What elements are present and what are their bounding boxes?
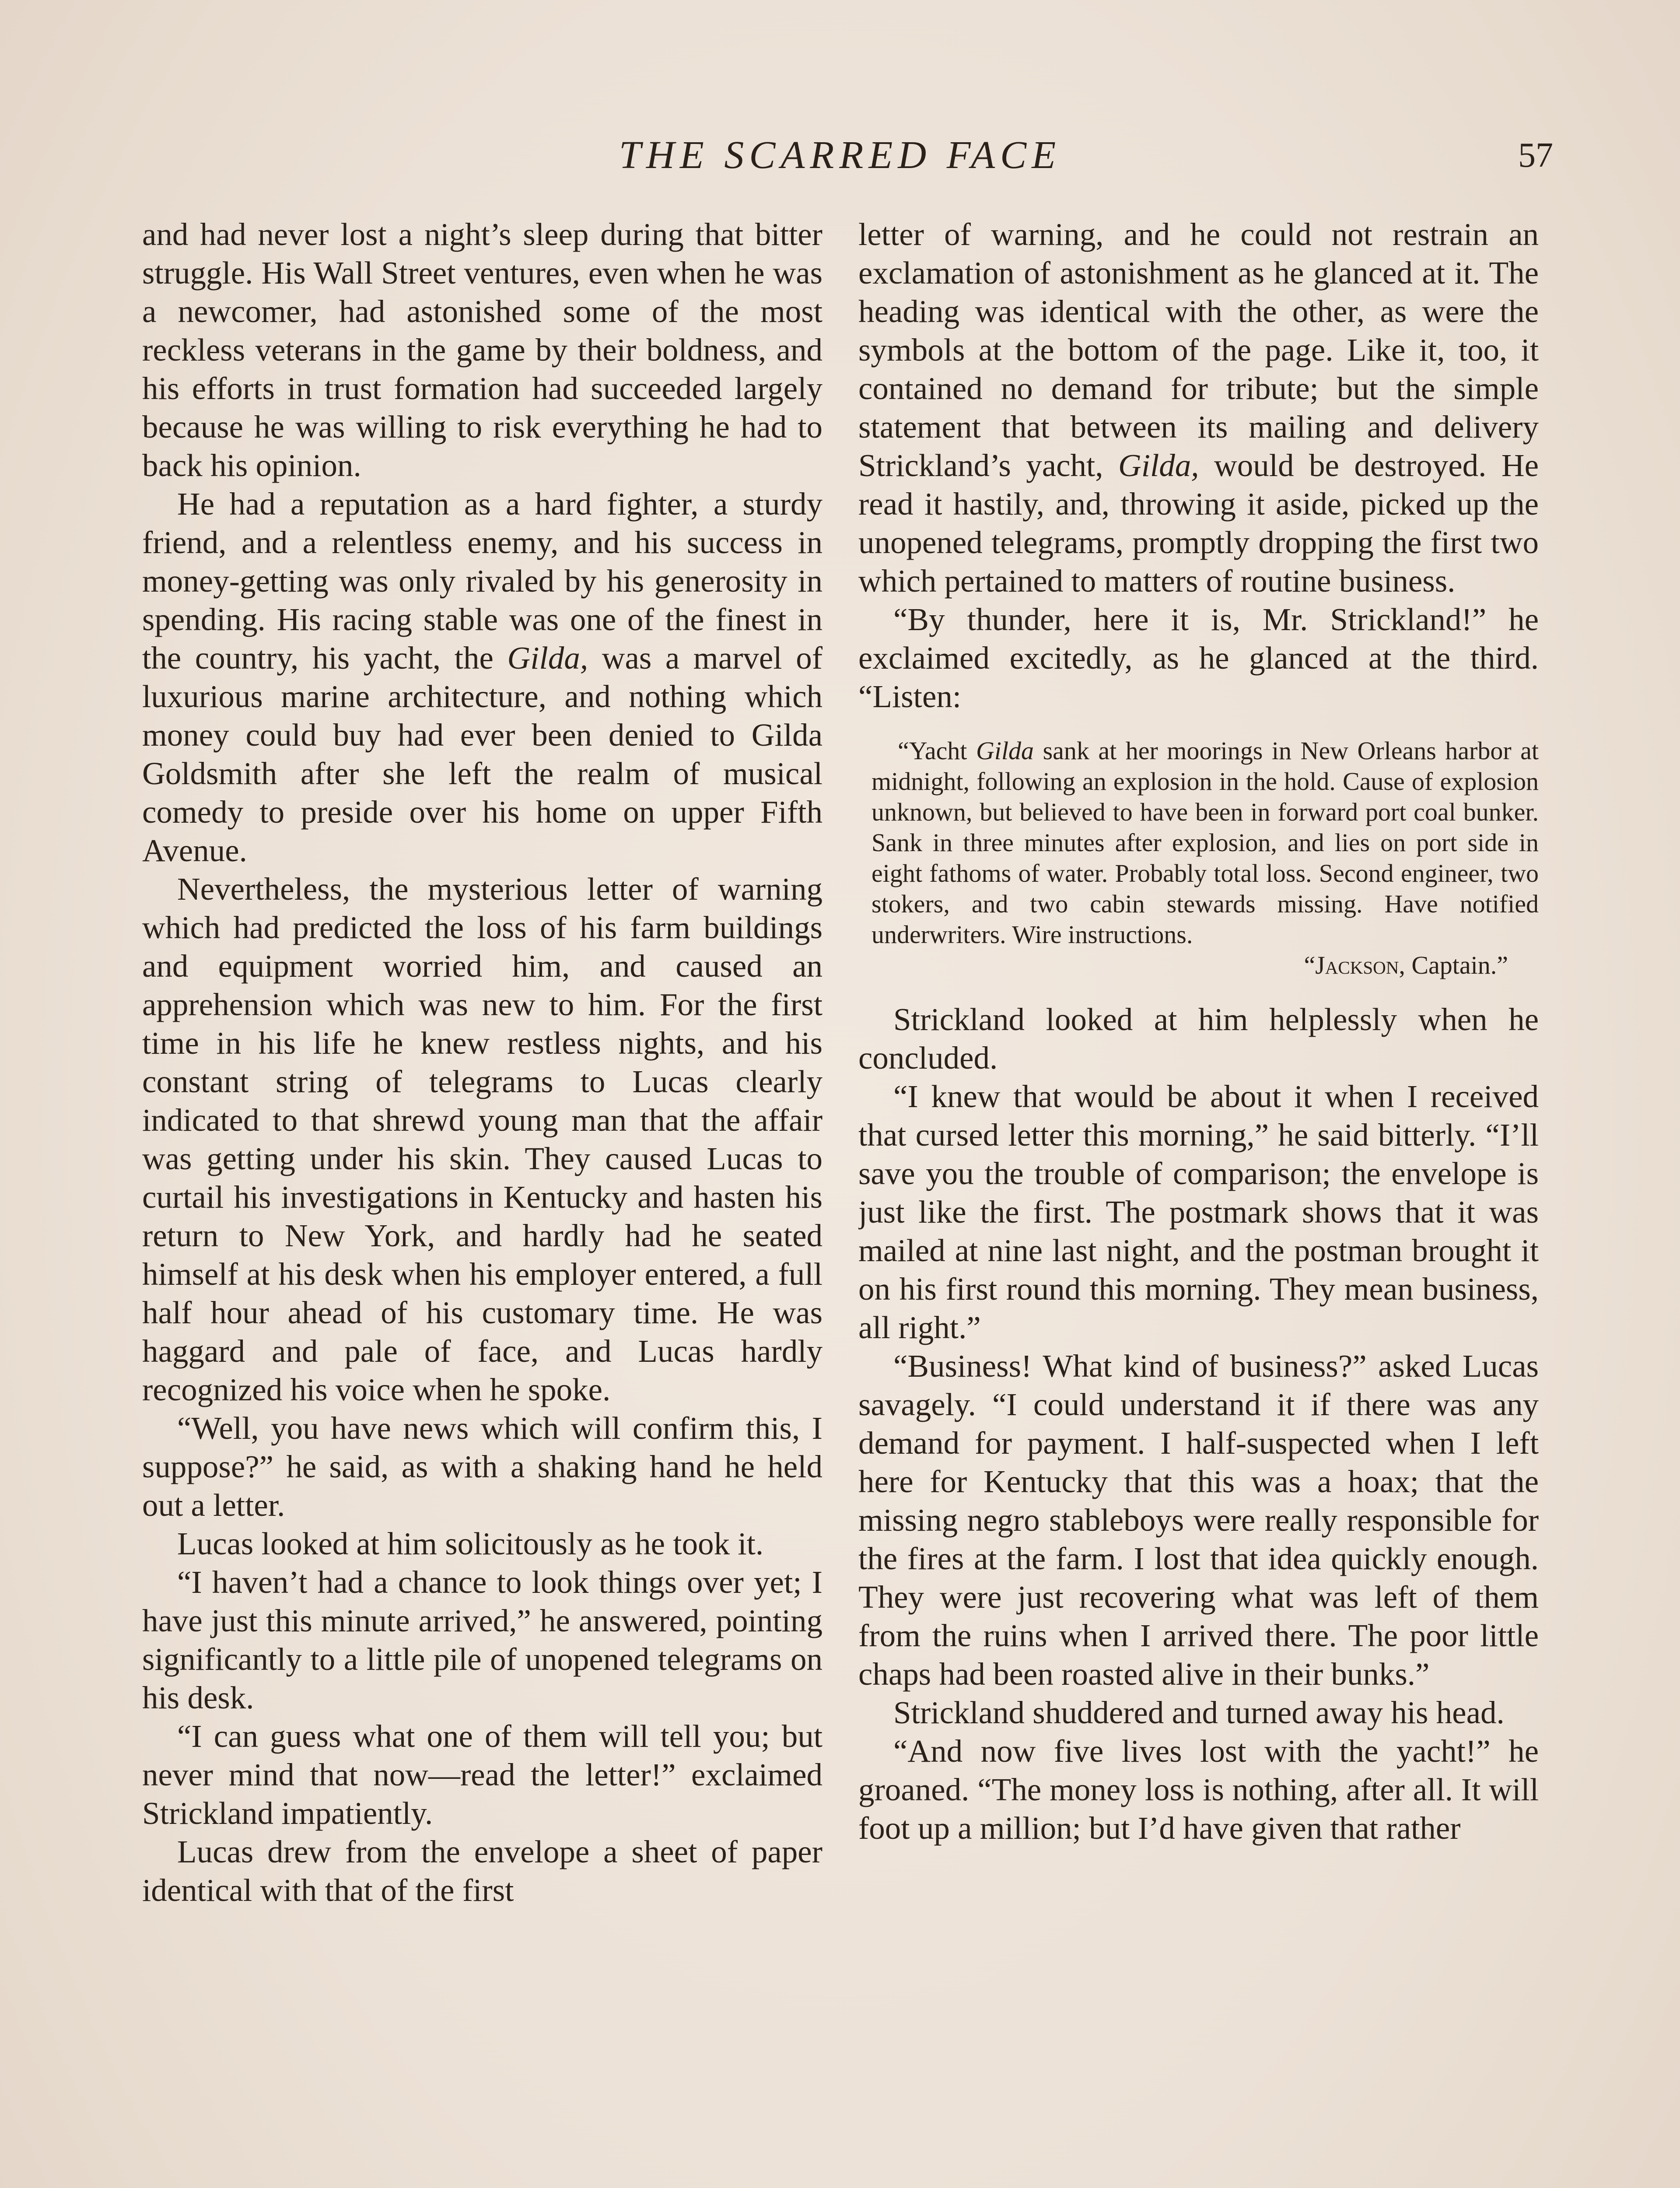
signature-title: , Captain.” [1399, 951, 1508, 979]
paragraph: “I haven’t had a chance to look things over yet; I have just this minute arrived,” he answered, pointing significantly to a little pile of unopened telegrams on his desk. [142, 1564, 822, 1715]
telegram-signature [872, 950, 1539, 981]
paragraph-text: He had a reputation as a hard fighter, a sturdy friend, and a relentless enemy, and his success in money-getting was only rivaled by his generosity in spending. His racing stable was one of the finest in the country, his yacht, the [142, 486, 822, 676]
right-column [858, 215, 1539, 2188]
paragraph: Nevertheless, the mysterious letter of warning which had predicted the loss of his farm buildings and equipment worried him, and caused an apprehension which was new to him. For the first time in his life he knew restless nights, and his constant string of telegrams to Lucas clearly indicated to that shrewd young man that the affair was getting under his skin. They caused Lucas to curtail his investigations in Kentucky and hasten his return to New York, and hardly had he seated himself at his desk when his employer entered, a full half hour ahead of his customary time. He was haggard and pale of face, and Lucas hardly recognized his voice when he spoke. [142, 871, 822, 1407]
telegram-quote [872, 736, 1539, 981]
paragraph [142, 485, 822, 870]
left-column [142, 215, 822, 2188]
signature-name: “Jackson [1304, 951, 1399, 979]
paragraph-text: letter of warning, and he could not restrain an exclamation of astonishment as he glanced at it. The heading was identical with the other, as were the symbols at the bottom of the page. Like it, too, it contained no demand for tribute; but the simple statement that between its mailing and delivery Strickland’s yacht, [858, 217, 1539, 483]
telegram-text-part: sank at her moorings in New Orleans harbor at midnight, following an explosion in the hold. Cause of explosion unknown, but believed to have been in forward port coal bunker. Sank in three minutes after explosion, and lies on port side in eight fathoms of water. Probably total loss. Second engineer, two stokers, and two cabin stewards missing. Have notified underwriters. Wire instructions. [872, 736, 1539, 949]
paragraph: “By thunder, here it is, Mr. Strickland!” he exclaimed excitedly, as he glanced at the third. “Listen: [858, 602, 1539, 714]
paragraph-text: would be destroyed. He read it hastily, and, throwing it aside, picked up the unopened telegrams, promptly dropping the first two which pertained to matters of routine business. [858, 448, 1539, 599]
paragraph: “I knew that would be about it when I received that cursed letter this morning,” he said bitterly. “I’ll save you the trouble of comparison; the envelope is just like the first. The postmark shows that it was mailed at nine last night, and the postman brought it on his first round this morning. They mean business, all right.” [858, 1079, 1539, 1345]
running-title: THE SCARRED FACE [619, 133, 1061, 177]
telegram-text [872, 736, 1539, 950]
paragraph: Lucas looked at him solicitously as he took it. [177, 1526, 764, 1561]
page-header [127, 131, 1553, 179]
paragraph: “Well, you have news which will confirm this, I suppose?” he said, as with a shaking hand he held out a letter. [142, 1410, 822, 1523]
page-number: 57 [1518, 136, 1553, 175]
telegram-text-part: “Yacht [898, 736, 967, 765]
paragraph: “I can guess what one of them will tell you; but never mind that now—read the letter!” exclaimed Strickland impatiently. [142, 1718, 822, 1831]
yacht-name: Gilda [976, 736, 1034, 765]
paragraph [858, 215, 1539, 600]
yacht-name: Gilda, [1118, 448, 1199, 483]
paragraph: Lucas drew from the envelope a sheet of paper identical with that of the first [142, 1834, 822, 1908]
paragraph-text: was a marvel of luxurious marine architecture, and nothing which money could buy had ever been denied to Gilda Goldsmith after she left the realm of musical comedy to preside over his home on upper Fifth Avenue. [142, 640, 822, 868]
paragraph: Strickland shuddered and turned away his head. [893, 1695, 1505, 1730]
paragraph: “Business! What kind of business?” asked Lucas savagely. “I could understand it if there was any demand for payment. I half-suspected when I left here for Kentucky that this was a hoax; that the missing negro stableboys were really responsible for the fires at the farm. I lost that idea quickly enough. They were just recovering what was left of them from the ruins when I arrived there. The poor little chaps had been roasted alive in their bunks.” [858, 1348, 1539, 1692]
paragraph: and had never lost a night’s sleep during that bitter struggle. His Wall Street ventures, even when he was a newcomer, had astonished some of the most reckless veterans in the game by their boldness, and his efforts in trust formation had succeeded largely because he was willing to risk everything he had to back his opinion. [142, 217, 822, 483]
paragraph: Strickland looked at him helplessly when he concluded. [858, 1002, 1539, 1076]
paragraph: “And now five lives lost with the yacht!” he groaned. “The money loss is nothing, after all. It will foot up a million; but I’d have given that rather [858, 1733, 1539, 1846]
yacht-name: Gilda, [507, 640, 588, 676]
